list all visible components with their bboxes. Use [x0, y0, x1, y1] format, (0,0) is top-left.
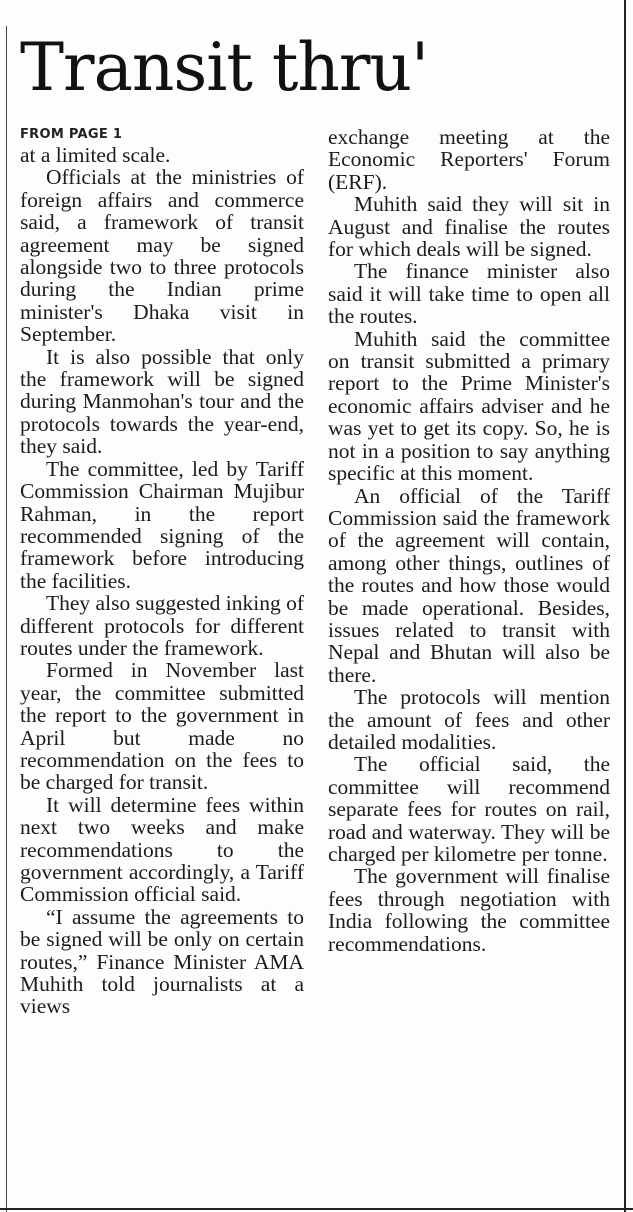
paragraph: They also suggested inking of different protocols for different routes under the framework. — [20, 591, 304, 660]
paragraph: “I assume the agreements to be signed will be only on certain routes,” Finance Minister AMA Muhith told journalists at a views — [20, 904, 304, 1019]
paragraph: at a limited scale. — [20, 143, 171, 167]
right-column — [328, 126, 610, 955]
continuation-kicker: FROM PAGE 1 — [20, 127, 123, 142]
headline: Transit thru' — [20, 29, 429, 106]
paragraph: It is also possible that only the framework will be signed during Manmohan's tour and the protocols towards the year-end, they said. — [20, 344, 304, 459]
paragraph: Muhith said the committee on transit submitted a primary report to the Prime Minister's economic affairs adviser and he was yet to get its copy. So, he is not in a position to say anything specific at this moment. — [328, 326, 610, 486]
right-border-rule — [624, 0, 626, 1212]
paragraph: The protocols will mention the amount of fees and other detailed modalities. — [328, 685, 610, 754]
paragraph: The committee, led by Tariff Commission Chairman Mujibur Rahman, in the report recommended signing of the framework before introducing the facilities. — [20, 456, 304, 593]
paragraph: The government will finalise fees through negotiation with India following the committee recommendations. — [328, 864, 610, 956]
paragraph: The finance minister also said it will take time to open all the routes. — [328, 259, 610, 329]
bottom-border-rule — [0, 1208, 633, 1210]
paragraph: An official of the Tariff Commission said the framework of the agreement will contain, among other things, outlines of the routes and how those would be made operational. Besides, issues related to transit with Nepal and Bhutan will also be there. — [328, 483, 610, 687]
paragraph: The official said, the committee will recommend separate fees for routes on rail, road and waterway. They will be charged per kilometre per tonne. — [328, 752, 610, 866]
paragraph: Formed in November last year, the committee submitted the report to the government in April but made no recommendation on the fees to be charged for transit. — [20, 658, 304, 795]
left-column-rule — [6, 26, 7, 1212]
left-column — [20, 126, 304, 1018]
paragraph: It will determine fees within next two weeks and make recommendations to the government accordingly, a Tariff Commission official said. — [20, 792, 304, 907]
paragraph: exchange meeting at the Economic Reporters' Forum (ERF). — [328, 125, 610, 194]
paragraph: Officials at the ministries of foreign affairs and commerce said, a framework of transit agreement may be signed alongside two to three protocols during the Indian prime minister's Dhaka visit in September. — [20, 165, 304, 347]
paragraph: Muhith said they will sit in August and finalise the routes for which deals will be signed. — [328, 192, 610, 262]
